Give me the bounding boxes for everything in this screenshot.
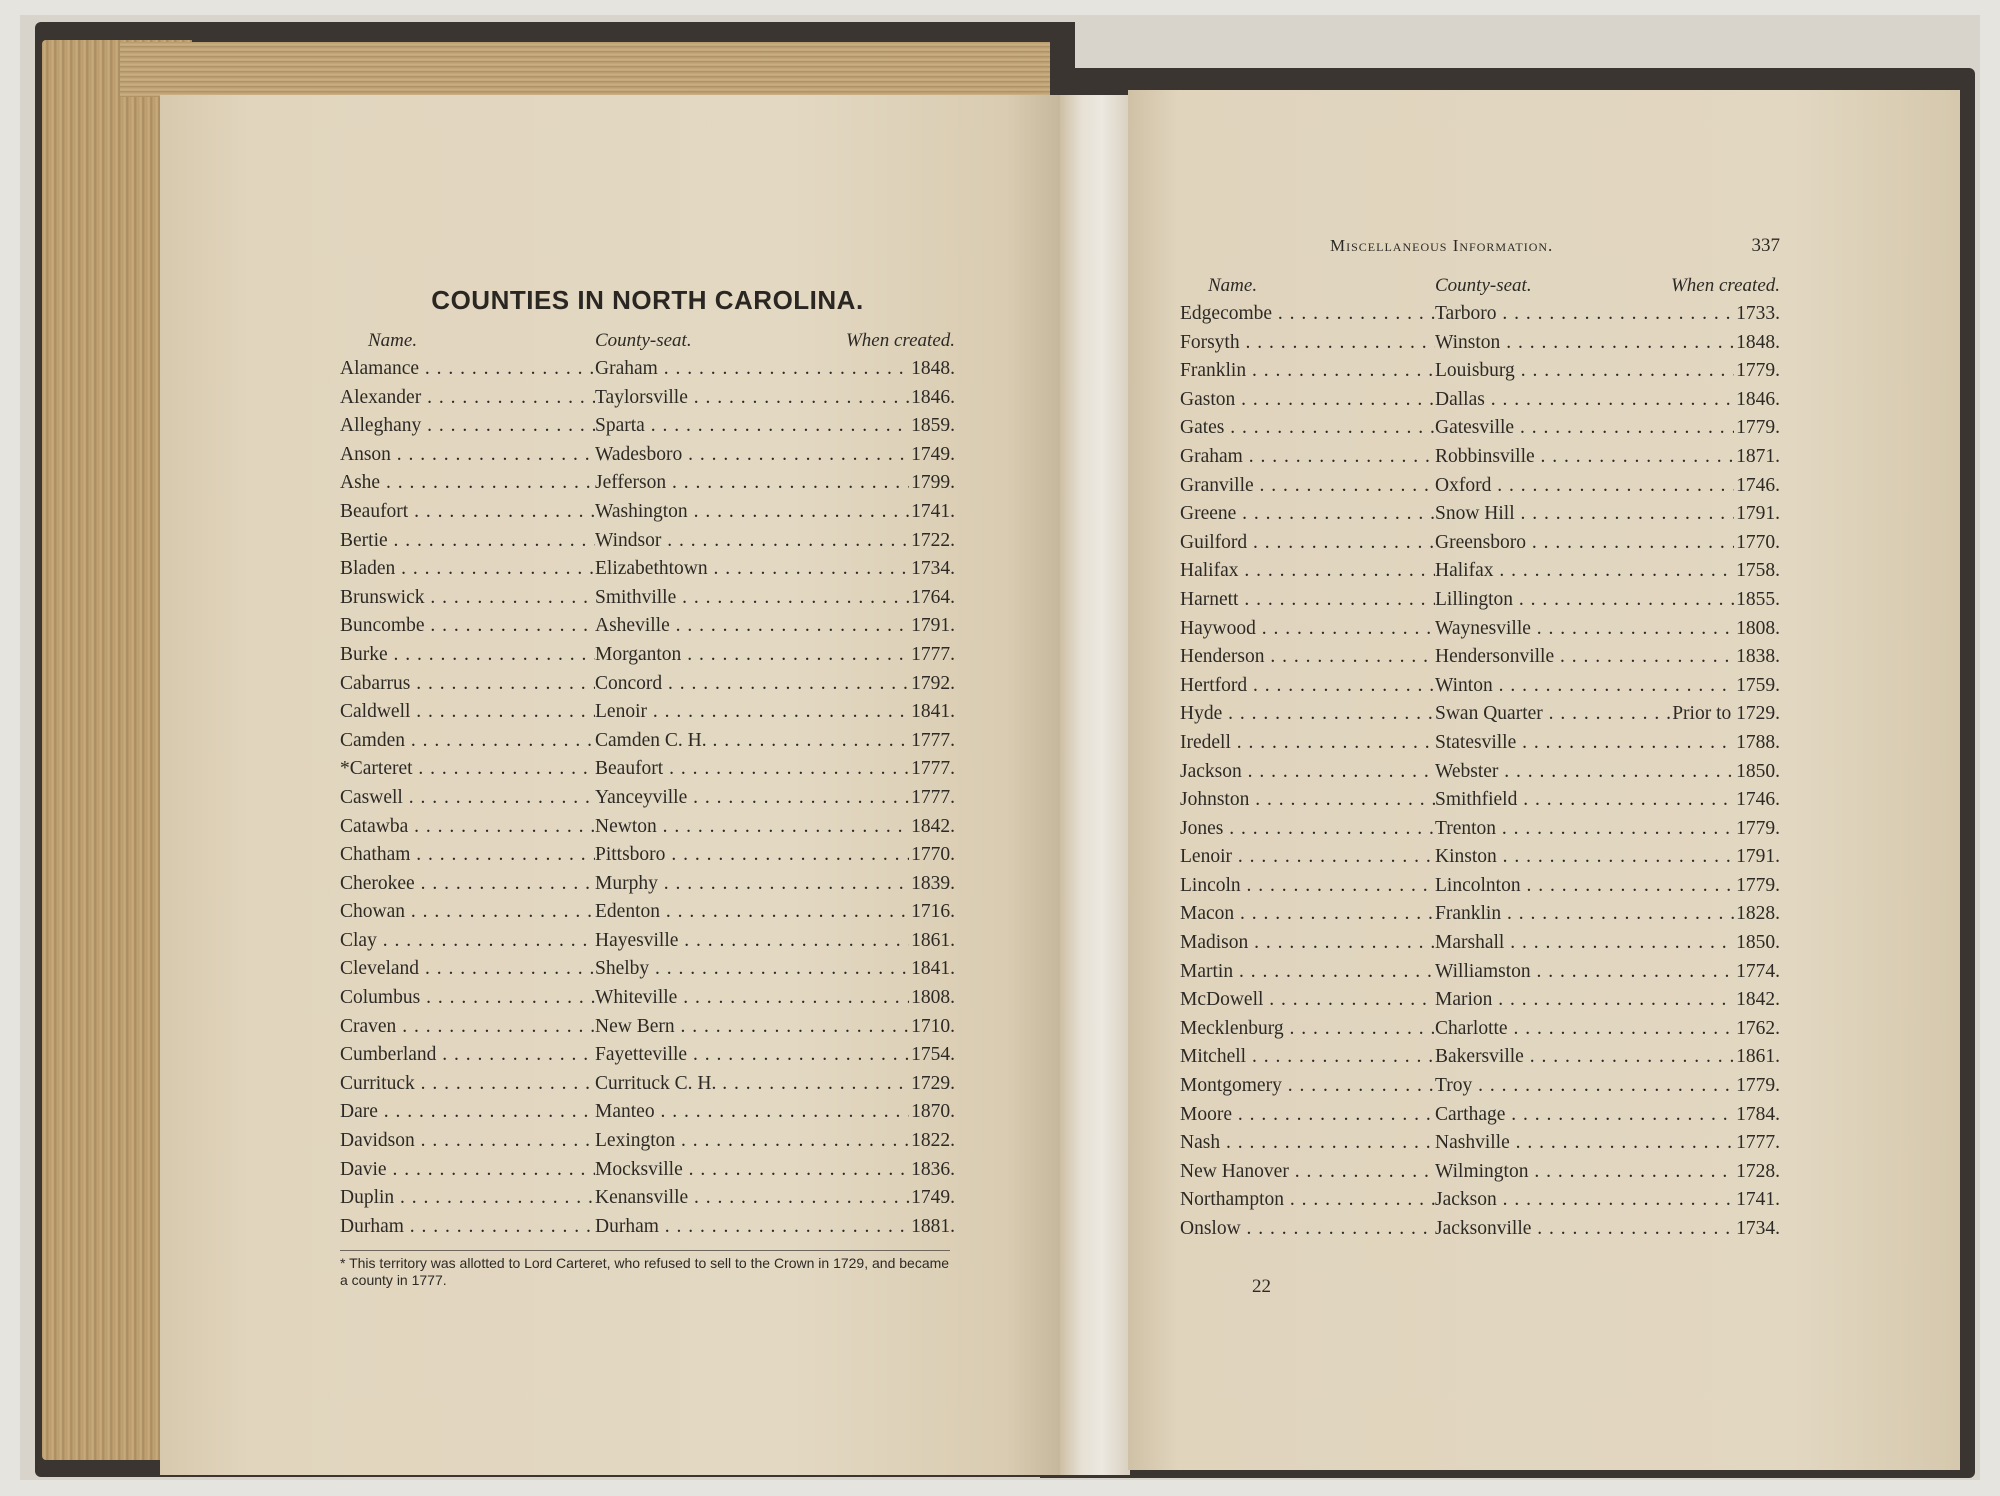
county-seat: Jefferson . . . <box>595 472 909 494</box>
table-row <box>1180 360 1780 389</box>
county-seat: Mocksville . . . <box>595 1159 909 1181</box>
table-row <box>1180 646 1780 675</box>
county-seat: Troy . . . <box>1435 1075 1734 1097</box>
county-seat: Lexington . . . <box>595 1130 909 1152</box>
county-seat: Hendersonville . . . <box>1435 646 1734 668</box>
county-seat: Hayesville . . . <box>595 930 909 952</box>
table-row <box>1180 618 1780 647</box>
county-seat: Carthage . . . <box>1435 1104 1734 1126</box>
year-created: 1842. <box>911 815 955 837</box>
county-name: Macon . . . <box>1180 903 1435 925</box>
county-name: Iredell . . . <box>1180 732 1435 754</box>
year-created: 1828. <box>1736 903 1780 925</box>
year-created: 1759. <box>1736 674 1780 696</box>
county-seat: Yanceyville . . . <box>595 787 909 809</box>
county-seat: Marshall . . . <box>1435 932 1734 954</box>
county-seat: Shelby . . . <box>595 958 909 980</box>
table-row <box>340 673 955 702</box>
year-created: 1808. <box>911 987 955 1009</box>
county-name: Onslow . . . <box>1180 1218 1435 1240</box>
county-name: Moore . . . <box>1180 1104 1435 1126</box>
year-created: 1777. <box>911 758 955 780</box>
running-head <box>1180 235 1780 257</box>
county-seat: Wadesboro . . . <box>595 444 909 466</box>
county-seat: Dallas . . . <box>1435 389 1734 411</box>
table-row <box>340 758 955 787</box>
table-row <box>340 1044 955 1073</box>
county-name: Caswell . . . <box>340 787 595 809</box>
table-row <box>340 1159 955 1188</box>
table-row <box>1180 818 1780 847</box>
county-name: Nash . . . <box>1180 1132 1435 1154</box>
page-top-edges <box>120 42 1050 97</box>
page-number: 337 <box>1751 235 1780 256</box>
table-row <box>340 1016 955 1045</box>
year-created: 1848. <box>1736 331 1780 353</box>
table-row <box>1180 989 1780 1018</box>
county-name: Halifax . . . <box>1180 560 1435 582</box>
county-seat: Whiteville . . . <box>595 987 909 1009</box>
county-seat: Greensboro . . . <box>1435 532 1734 554</box>
county-seat: Statesville . . . <box>1435 732 1734 754</box>
year-created: 1777. <box>911 729 955 751</box>
county-name: Cumberland . . . <box>340 1044 595 1066</box>
header-name: Name. <box>368 330 418 351</box>
table-row <box>1180 532 1780 561</box>
table-row <box>1180 1189 1780 1218</box>
county-seat: Halifax . . . <box>1435 560 1734 582</box>
year-created: 1762. <box>1736 1017 1780 1039</box>
year-created: Prior to 1729. <box>1672 703 1780 725</box>
county-seat: Taylorsville . . . <box>595 387 909 409</box>
footnote: * This territory was allotted to Lord Carteret, who refused to sell to the Crown in 1729, and became a county in 1777. <box>340 1250 950 1289</box>
year-created: 1749. <box>911 1187 955 1209</box>
county-name: Gaston . . . <box>1180 389 1435 411</box>
county-seat: Lillington . . . <box>1435 589 1734 611</box>
year-created: 1784. <box>1736 1103 1780 1125</box>
signature-mark: 22 <box>1252 1276 1271 1297</box>
header-when-created: When created. <box>845 330 955 351</box>
county-list-right <box>1180 303 1780 1247</box>
table-row <box>1180 446 1780 475</box>
table-row <box>1180 1161 1780 1190</box>
county-seat: Manteo . . . <box>595 1101 909 1123</box>
table-row <box>1180 846 1780 875</box>
county-seat: Winston . . . <box>1435 332 1734 354</box>
county-name: Mitchell . . . <box>1180 1046 1435 1068</box>
county-seat: Durham . . . <box>595 1216 909 1238</box>
county-name: Alleghany . . . <box>340 415 595 437</box>
county-name: McDowell . . . <box>1180 989 1435 1011</box>
county-seat: Smithville . . . <box>595 587 909 609</box>
table-row <box>340 1073 955 1102</box>
table-row <box>1180 761 1780 790</box>
county-name: Montgomery . . . <box>1180 1075 1435 1097</box>
year-created: 1779. <box>1736 360 1780 382</box>
column-headers <box>340 330 955 352</box>
county-seat: Nashville . . . <box>1435 1132 1734 1154</box>
county-name: Northampton . . . <box>1180 1189 1435 1211</box>
county-name: Mecklenburg . . . <box>1180 1018 1435 1040</box>
county-name: Davidson . . . <box>340 1130 595 1152</box>
county-name: Buncombe . . . <box>340 615 595 637</box>
county-name: Hyde . . . <box>1180 703 1435 725</box>
running-head-title: Miscellaneous Information. <box>1330 236 1554 255</box>
header-when-created: When created. <box>1670 275 1780 296</box>
table-row <box>340 958 955 987</box>
county-name: Lincoln . . . <box>1180 875 1435 897</box>
table-row <box>1180 932 1780 961</box>
table-row <box>1180 703 1780 732</box>
county-seat: Jackson . . . <box>1435 1189 1734 1211</box>
county-name: Caldwell . . . <box>340 701 595 723</box>
table-row <box>340 644 955 673</box>
table-row <box>1180 389 1780 418</box>
header-county-seat: County-seat. <box>1435 275 1532 296</box>
county-seat: Newton . . . <box>595 816 909 838</box>
county-name: Alexander . . . <box>340 387 595 409</box>
table-row <box>340 873 955 902</box>
county-name: Edgecombe . . . <box>1180 303 1435 325</box>
header-county-seat: County-seat. <box>595 330 692 351</box>
county-seat: Webster . . . <box>1435 761 1734 783</box>
year-created: 1808. <box>1736 617 1780 639</box>
county-seat: Morganton . . . <box>595 644 909 666</box>
year-created: 1777. <box>911 643 955 665</box>
county-seat: Tarboro . . . <box>1435 303 1734 325</box>
year-created: 1839. <box>911 872 955 894</box>
county-seat: Lincolnton . . . <box>1435 875 1734 897</box>
table-row <box>340 701 955 730</box>
county-seat: Kinston . . . <box>1435 846 1734 868</box>
table-row <box>340 730 955 759</box>
county-name: New Hanover . . . <box>1180 1161 1435 1183</box>
county-name: Columbus . . . <box>340 987 595 1009</box>
year-created: 1855. <box>1736 588 1780 610</box>
table-row <box>340 901 955 930</box>
year-created: 1728. <box>1736 1160 1780 1182</box>
year-created: 1850. <box>1736 760 1780 782</box>
year-created: 1791. <box>1736 846 1780 868</box>
table-row <box>1180 417 1780 446</box>
county-seat: Wilmington . . . <box>1435 1161 1734 1183</box>
year-created: 1779. <box>1736 417 1780 439</box>
county-seat: Waynesville . . . <box>1435 618 1734 640</box>
county-name: Davie . . . <box>340 1159 595 1181</box>
county-seat: Pittsboro . . . <box>595 844 909 866</box>
county-name: Cabarrus . . . <box>340 673 595 695</box>
year-created: 1746. <box>1736 474 1780 496</box>
year-created: 1764. <box>911 586 955 608</box>
county-name: Lenoir . . . <box>1180 846 1435 868</box>
table-row <box>1180 303 1780 332</box>
county-name: Gates . . . <box>1180 417 1435 439</box>
table-row <box>1180 1104 1780 1133</box>
table-row <box>340 358 955 387</box>
county-name: Franklin . . . <box>1180 360 1435 382</box>
year-created: 1779. <box>1736 817 1780 839</box>
county-seat: Robbinsville . . . <box>1435 446 1734 468</box>
year-created: 1779. <box>1736 874 1780 896</box>
county-name: Johnston . . . <box>1180 789 1435 811</box>
year-created: 1734. <box>1736 1218 1780 1239</box>
year-created: 1841. <box>911 701 955 723</box>
county-name: Henderson . . . <box>1180 646 1435 668</box>
year-created: 1836. <box>911 1158 955 1180</box>
county-name: Hertford . . . <box>1180 675 1435 697</box>
table-row <box>1180 789 1780 818</box>
year-created: 1838. <box>1736 646 1780 668</box>
year-created: 1791. <box>1736 503 1780 525</box>
county-name: Burke . . . <box>340 644 595 666</box>
column-headers <box>1180 275 1780 297</box>
table-row <box>340 558 955 587</box>
table-row <box>1180 589 1780 618</box>
year-created: 1777. <box>911 786 955 808</box>
table-row <box>1180 1218 1780 1247</box>
header-name: Name. <box>1208 275 1258 296</box>
year-created: 1746. <box>1736 789 1780 811</box>
table-row <box>1180 1046 1780 1075</box>
county-name: Currituck . . . <box>340 1073 595 1095</box>
table-row <box>1180 903 1780 932</box>
county-seat: Charlotte . . . <box>1435 1018 1734 1040</box>
county-name: Martin . . . <box>1180 961 1435 983</box>
county-name: Harnett . . . <box>1180 589 1435 611</box>
year-created: 1741. <box>911 500 955 522</box>
county-name: Alamance . . . <box>340 358 595 380</box>
county-seat: Washington . . . <box>595 501 909 523</box>
table-row <box>1180 560 1780 589</box>
county-name: Bertie . . . <box>340 530 595 552</box>
county-name: Jackson . . . <box>1180 761 1435 783</box>
county-name: Catawba . . . <box>340 816 595 838</box>
year-created: 1871. <box>1736 445 1780 467</box>
county-seat: Camden C. H. . . . <box>595 730 909 752</box>
year-created: 1749. <box>911 443 955 465</box>
year-created: 1859. <box>911 415 955 437</box>
table-row <box>340 587 955 616</box>
year-created: 1779. <box>1736 1075 1780 1097</box>
county-name: Chowan . . . <box>340 901 595 923</box>
table-row <box>1180 503 1780 532</box>
county-name: *Carteret . . . <box>340 758 595 780</box>
table-row <box>340 615 955 644</box>
year-created: 1846. <box>1736 388 1780 410</box>
county-seat: Sparta . . . <box>595 415 909 437</box>
table-row <box>340 501 955 530</box>
year-created: 1774. <box>1736 960 1780 982</box>
table-row <box>1180 1075 1780 1104</box>
year-created: 1870. <box>911 1101 955 1123</box>
table-row <box>340 1216 955 1245</box>
table-row <box>1180 332 1780 361</box>
table-row <box>1180 1018 1780 1047</box>
table-row <box>1180 875 1780 904</box>
table-row <box>340 530 955 559</box>
table-row <box>340 1130 955 1159</box>
year-created: 1733. <box>1736 303 1780 324</box>
table-row <box>1180 961 1780 990</box>
book-gutter <box>1060 95 1130 1475</box>
table-row <box>1180 1132 1780 1161</box>
table-row <box>1180 732 1780 761</box>
county-seat: Snow Hill . . . <box>1435 503 1734 525</box>
year-created: 1741. <box>1736 1189 1780 1211</box>
county-seat: Franklin . . . <box>1435 903 1734 925</box>
county-seat: Windsor . . . <box>595 530 909 552</box>
county-seat: Bakersville . . . <box>1435 1046 1734 1068</box>
county-seat: Fayetteville . . . <box>595 1044 909 1066</box>
county-name: Granville . . . <box>1180 475 1435 497</box>
county-name: Ashe . . . <box>340 472 595 494</box>
county-seat: Murphy . . . <box>595 873 909 895</box>
year-created: 1861. <box>911 929 955 951</box>
county-seat: Concord . . . <box>595 673 909 695</box>
year-created: 1758. <box>1736 560 1780 582</box>
table-row <box>340 1101 955 1130</box>
county-seat: New Bern . . . <box>595 1016 909 1038</box>
page-title: COUNTIES IN NORTH CAROLINA. <box>431 285 864 315</box>
year-created: 1861. <box>1736 1046 1780 1068</box>
year-created: 1754. <box>911 1044 955 1066</box>
county-seat: Graham . . . <box>595 358 909 380</box>
county-seat: Swan Quarter . . . <box>1435 703 1670 725</box>
year-created: 1881. <box>911 1215 955 1237</box>
county-name: Anson . . . <box>340 444 595 466</box>
table-row <box>340 444 955 473</box>
year-created: 1770. <box>911 844 955 866</box>
year-created: 1791. <box>911 615 955 637</box>
county-name: Duplin . . . <box>340 1187 595 1209</box>
county-seat: Marion . . . <box>1435 989 1734 1011</box>
year-created: 1710. <box>911 1015 955 1037</box>
year-created: 1729. <box>911 1072 955 1094</box>
county-seat: Jacksonville . . . <box>1435 1218 1734 1240</box>
right-page-content <box>1180 235 1780 1247</box>
table-row <box>340 787 955 816</box>
year-created: 1846. <box>911 386 955 408</box>
year-created: 1799. <box>911 472 955 494</box>
county-name: Jones . . . <box>1180 818 1435 840</box>
county-name: Dare . . . <box>340 1101 595 1123</box>
county-name: Cleveland . . . <box>340 958 595 980</box>
county-name: Forsyth . . . <box>1180 332 1435 354</box>
county-seat: Beaufort . . . <box>595 758 909 780</box>
year-created: 1716. <box>911 901 955 923</box>
county-name: Greene . . . <box>1180 503 1435 525</box>
table-row <box>340 387 955 416</box>
county-name: Durham . . . <box>340 1216 595 1238</box>
county-seat: Williamston . . . <box>1435 961 1734 983</box>
year-created: 1770. <box>1736 531 1780 553</box>
year-created: 1722. <box>911 529 955 551</box>
county-seat: Smithfield . . . <box>1435 789 1734 811</box>
county-seat: Louisburg . . . <box>1435 360 1734 382</box>
county-seat: Lenoir . . . <box>595 701 909 723</box>
county-name: Beaufort . . . <box>340 501 595 523</box>
table-row <box>340 987 955 1016</box>
county-seat: Winton . . . <box>1435 675 1734 697</box>
year-created: 1734. <box>911 558 955 580</box>
year-created: 1850. <box>1736 932 1780 954</box>
table-row <box>1180 475 1780 504</box>
county-name: Haywood . . . <box>1180 618 1435 640</box>
left-page-content <box>340 285 955 1289</box>
county-seat: Trenton . . . <box>1435 818 1734 840</box>
year-created: 1822. <box>911 1130 955 1152</box>
county-name: Brunswick . . . <box>340 587 595 609</box>
county-name: Cherokee . . . <box>340 873 595 895</box>
year-created: 1792. <box>911 672 955 694</box>
table-row <box>340 472 955 501</box>
county-name: Graham . . . <box>1180 446 1435 468</box>
county-name: Clay . . . <box>340 930 595 952</box>
county-seat: Kenansville . . . <box>595 1187 909 1209</box>
county-name: Chatham . . . <box>340 844 595 866</box>
year-created: 1777. <box>1736 1132 1780 1154</box>
year-created: 1841. <box>911 958 955 980</box>
table-row <box>340 844 955 873</box>
county-list-left <box>340 358 955 1244</box>
county-name: Madison . . . <box>1180 932 1435 954</box>
county-seat: Oxford . . . <box>1435 475 1734 497</box>
table-row <box>340 1187 955 1216</box>
county-name: Camden . . . <box>340 730 595 752</box>
county-seat: Gatesville . . . <box>1435 417 1734 439</box>
year-created: 1788. <box>1736 731 1780 753</box>
year-created: 1848. <box>911 358 955 379</box>
county-seat: Asheville . . . <box>595 615 909 637</box>
county-name: Craven . . . <box>340 1016 595 1038</box>
table-row <box>340 816 955 845</box>
county-seat: Edenton . . . <box>595 901 909 923</box>
county-seat: Currituck C. H. . . . <box>595 1073 909 1095</box>
table-row <box>340 930 955 959</box>
table-row <box>1180 675 1780 704</box>
table-row <box>340 415 955 444</box>
county-name: Bladen . . . <box>340 558 595 580</box>
year-created: 1842. <box>1736 989 1780 1011</box>
county-seat: Elizabethtown . . . <box>595 558 909 580</box>
county-name: Guilford . . . <box>1180 532 1435 554</box>
